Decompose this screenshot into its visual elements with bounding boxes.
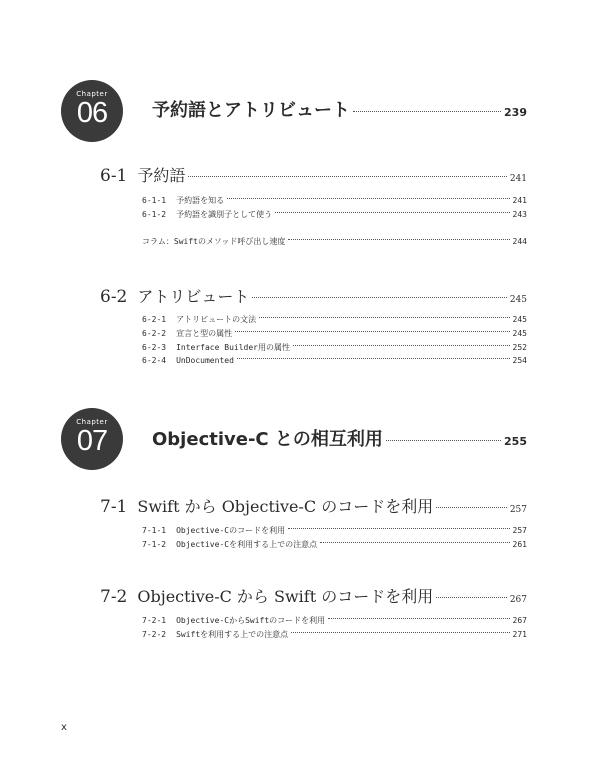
subsection-title: Objective-Cを利用する上での注意点	[176, 540, 318, 549]
subsection-entry[interactable]	[142, 356, 527, 365]
chapter-title: 予約語とアトリビュート	[152, 100, 350, 121]
section-entry[interactable]	[100, 584, 527, 607]
subsection-entry[interactable]	[142, 539, 527, 550]
section-number: 7-2	[100, 587, 128, 607]
subsection-page: 254	[512, 356, 527, 365]
section-title: アトリビュート	[137, 287, 250, 306]
subsection-entry[interactable]	[142, 615, 527, 626]
column-entry[interactable]	[142, 236, 527, 247]
dot-leader	[293, 345, 510, 346]
subsection-number: 6-1-1	[142, 196, 167, 205]
subsection-page: 261	[512, 540, 527, 549]
column-title: コラム：Swiftのメソッド呼び出し速度	[142, 237, 286, 246]
chapter-title: Objective-C との相互利用	[152, 429, 383, 450]
dot-leader	[288, 239, 509, 240]
column-page: 244	[512, 237, 527, 246]
subsection-number: 6-1-2	[142, 210, 167, 219]
section-number: 6-2	[100, 287, 128, 307]
chapter-number: 06	[76, 97, 108, 129]
subsection-entry[interactable]	[142, 342, 527, 353]
chapter-heading[interactable]	[152, 425, 527, 451]
subsection-title: Swiftを利用する上での注意点	[176, 630, 289, 639]
section-entry[interactable]	[100, 494, 527, 517]
dot-leader	[291, 632, 509, 633]
chapter-page: 239	[504, 106, 527, 119]
section-entry[interactable]	[100, 163, 527, 186]
dot-leader	[235, 331, 509, 332]
subsection-entry[interactable]	[142, 525, 527, 536]
section-number: 6-1	[100, 166, 128, 186]
subsection-page: 257	[512, 526, 527, 535]
page-marker: x	[61, 722, 67, 733]
dot-leader	[328, 618, 509, 619]
section-entry[interactable]	[100, 284, 527, 307]
chapter-label: Chapter	[76, 90, 108, 98]
section-title: 予約語	[137, 166, 186, 185]
subsection-title: Objective-Cのコードを利用	[176, 526, 286, 535]
dot-leader	[252, 297, 506, 298]
dot-leader	[288, 528, 509, 529]
subsection-page: 267	[512, 616, 527, 625]
subsection-page: 271	[512, 630, 527, 639]
dot-leader	[275, 212, 509, 213]
subsection-number: 7-1-2	[142, 540, 167, 549]
chapter-number: 07	[76, 425, 108, 457]
subsection-title: Objective-CからSwiftのコードを利用	[176, 616, 326, 625]
subsection-entry[interactable]	[142, 314, 527, 325]
subsection-entry[interactable]	[142, 195, 527, 206]
subsection-number: 6-2-2	[142, 329, 167, 338]
chapter-label: Chapter	[76, 418, 108, 426]
subsection-entry[interactable]	[142, 629, 527, 640]
subsection-title: 予約語を識別子として使う	[176, 210, 273, 219]
subsection-page: 241	[512, 196, 527, 205]
subsection-title: 宣言と型の属性	[176, 329, 233, 338]
dot-leader	[386, 440, 501, 441]
subsection-number: 6-2-3	[142, 343, 167, 352]
chapter-badge	[61, 80, 123, 142]
section-title: Objective-C から Swift のコードを利用	[137, 587, 434, 606]
subsection-number: 6-2-1	[142, 315, 167, 324]
subsection-page: 252	[512, 343, 527, 352]
chapter-heading[interactable]	[152, 96, 527, 122]
subsection-title: UnDocumented	[176, 356, 234, 365]
subsection-page: 243	[512, 210, 527, 219]
section-page: 257	[509, 505, 527, 515]
section-page: 241	[509, 174, 527, 184]
section-title: Swift から Objective-C のコードを利用	[137, 497, 434, 516]
subsection-number: 7-2-1	[142, 616, 167, 625]
chapter-badge	[61, 408, 123, 470]
subsection-entry[interactable]	[142, 328, 527, 339]
dot-leader	[436, 507, 507, 508]
subsection-title: Interface Builder用の属性	[176, 343, 290, 352]
dot-leader	[237, 358, 510, 359]
subsection-number: 7-1-1	[142, 526, 167, 535]
chapter-page: 255	[504, 435, 527, 448]
subsection-number: 7-2-2	[142, 630, 167, 639]
dot-leader	[188, 176, 506, 177]
section-number: 7-1	[100, 497, 128, 517]
subsection-page: 245	[512, 329, 527, 338]
subsection-page: 245	[512, 315, 527, 324]
dot-leader	[436, 597, 507, 598]
dot-leader	[259, 317, 509, 318]
dot-leader	[227, 198, 509, 199]
subsection-entry[interactable]	[142, 209, 527, 220]
dot-leader	[353, 111, 501, 112]
subsection-title: アトリビュートの文法	[176, 315, 257, 324]
subsection-title: 予約語を知る	[176, 196, 225, 205]
section-page: 245	[509, 295, 527, 305]
dot-leader	[320, 542, 509, 543]
subsection-number: 6-2-4	[142, 356, 167, 365]
section-page: 267	[509, 595, 527, 605]
